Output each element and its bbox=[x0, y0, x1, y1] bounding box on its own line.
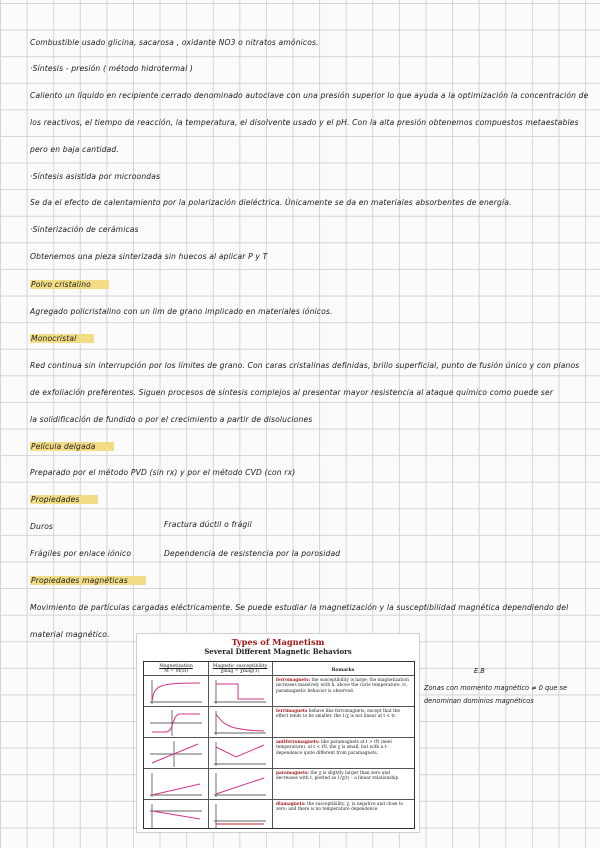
note-line: ·Síntesis asistida por microondas bbox=[30, 172, 161, 181]
magnetization-plot bbox=[144, 708, 208, 737]
note-line: Preparado por el método PVD (sin rx) y por el método CVD (con rx) bbox=[30, 468, 296, 477]
property-right: Dependencia de resistencia por la porosidad bbox=[164, 549, 341, 558]
susceptibility-plot bbox=[208, 677, 272, 706]
side-note-line: Zonas con momento magnético ≠ 0 que se bbox=[424, 684, 568, 692]
heading-text: Polvo cristalino bbox=[30, 280, 109, 289]
note-line: pero en baja cantidad. bbox=[30, 145, 119, 154]
section-heading bbox=[30, 442, 114, 451]
magnetism-figure bbox=[136, 633, 420, 833]
remark-text: ferromagnets: the susceptibility is large; the magnetization increases massively with h. above the curie temperature, tc, paramagnetic behavior is observed. bbox=[276, 678, 409, 694]
heading-text: Monocristal bbox=[30, 334, 94, 343]
susceptibility-plot bbox=[208, 801, 272, 830]
figure-title: Types of Magnetism bbox=[231, 637, 325, 647]
property-left: Frágiles por enlace iónico bbox=[30, 549, 132, 558]
figure-subtitle: Several Different Magnetic Behaviors bbox=[204, 647, 352, 656]
magnetization-plot bbox=[144, 739, 208, 768]
table-row bbox=[144, 706, 414, 738]
susceptibility-plot bbox=[208, 708, 272, 737]
property-right: Fractura dúctil o frágil bbox=[164, 520, 252, 529]
col-header-magnetization: Magnetization M = M(H) bbox=[159, 664, 193, 674]
note-line: Agregado policristalino con un lim de grano implicado en materiales iónicos. bbox=[30, 307, 333, 316]
col-header-remarks: Remarks bbox=[331, 668, 355, 673]
section-heading bbox=[30, 280, 109, 289]
susceptibility-plot bbox=[208, 739, 272, 768]
heading-text: Película delgada bbox=[30, 442, 114, 451]
col-header-susceptibility: Magnetic susceptibility χmag = χmag(T) bbox=[212, 664, 268, 674]
section-heading bbox=[30, 576, 146, 585]
note-line: de exfoliación preferentes. Siguen procesos de síntesis complejos al presentar mayor resistencia al ataque químico como puede ser bbox=[30, 388, 554, 397]
note-line: la solidificación de fundido o por el crecimiento a partir de disoluciones bbox=[30, 415, 313, 424]
magnetization-plot bbox=[144, 677, 208, 706]
magnetization-plot bbox=[144, 801, 208, 830]
heading-text: Propiedades magnéticas bbox=[30, 576, 146, 585]
section-heading bbox=[30, 334, 94, 343]
magnetization-plot bbox=[144, 770, 208, 799]
note-line: los reactivos, el tiempo de reacción, la temperatura, el disolvente usado y el pH. Con la alta presión obtenemos compuestos metaestables bbox=[30, 118, 579, 127]
note-line: Se da el efecto de calentamiento por la polarización dieléctrica. Únicamente se da en materiales absorbentes de energía. bbox=[30, 198, 512, 207]
remark-text: diamagnets: the susceptibility, χ, is negative and close to zero; and there is no temperature dependence bbox=[276, 802, 404, 813]
table-row bbox=[144, 675, 414, 707]
note-line: Red continua sin interrupción por los límites de grano. Con caras cristalinas definidas, brillo superficial, punto de fusión único y con planos bbox=[30, 361, 580, 370]
property-left: Duros bbox=[30, 522, 54, 531]
note-line: Combustible usado glicina, sacarosa , oxidante NO3 o nitratos amónicos. bbox=[30, 38, 319, 47]
section-heading bbox=[30, 495, 98, 504]
note-line: Caliento un líquido en recipiente cerrado denominado autoclave con una presión superior lo que ayuda a la optimización la concentración de bbox=[30, 91, 589, 100]
side-note-label: E.B bbox=[474, 667, 485, 675]
side-note-line: denominan dominios magnéticos bbox=[424, 697, 534, 705]
remark-text: paramagnets: the χ is slightly larger than zero and decreases with t, plotted as 1/χ(t) – a linear relationship bbox=[276, 771, 399, 782]
note-line: ·Síntesis - presión ( método hidrotermal ) bbox=[30, 64, 194, 73]
table-row bbox=[144, 768, 414, 800]
table-row bbox=[144, 799, 414, 831]
susceptibility-plot bbox=[208, 770, 272, 799]
note-line: material magnético. bbox=[30, 630, 110, 639]
remark-text: antiferromagnets: like paramagnets at t > tN (neel temperature). at t < tN, the χ is small, but with a t-dependence quite different from paramagnets. bbox=[276, 740, 392, 756]
magnetism-table bbox=[143, 661, 415, 829]
note-line: Obtenemos una pieza sinterizada sin huecos al aplicar P y T bbox=[30, 252, 268, 261]
note-line: ·Sinterización de cerámicas bbox=[30, 225, 139, 234]
table-row bbox=[144, 737, 414, 769]
remark-text: ferrimagnets behave like ferromagnets, except that the effect tends to be smaller. the 1/χ is not linear at t < tc bbox=[276, 709, 401, 720]
heading-text: Propiedades bbox=[30, 495, 98, 504]
note-line: Movimiento de partículas cargadas eléctricamente. Se puede estudiar la magnetización y la susceptibilidad magnética dependiendo del bbox=[30, 603, 569, 612]
